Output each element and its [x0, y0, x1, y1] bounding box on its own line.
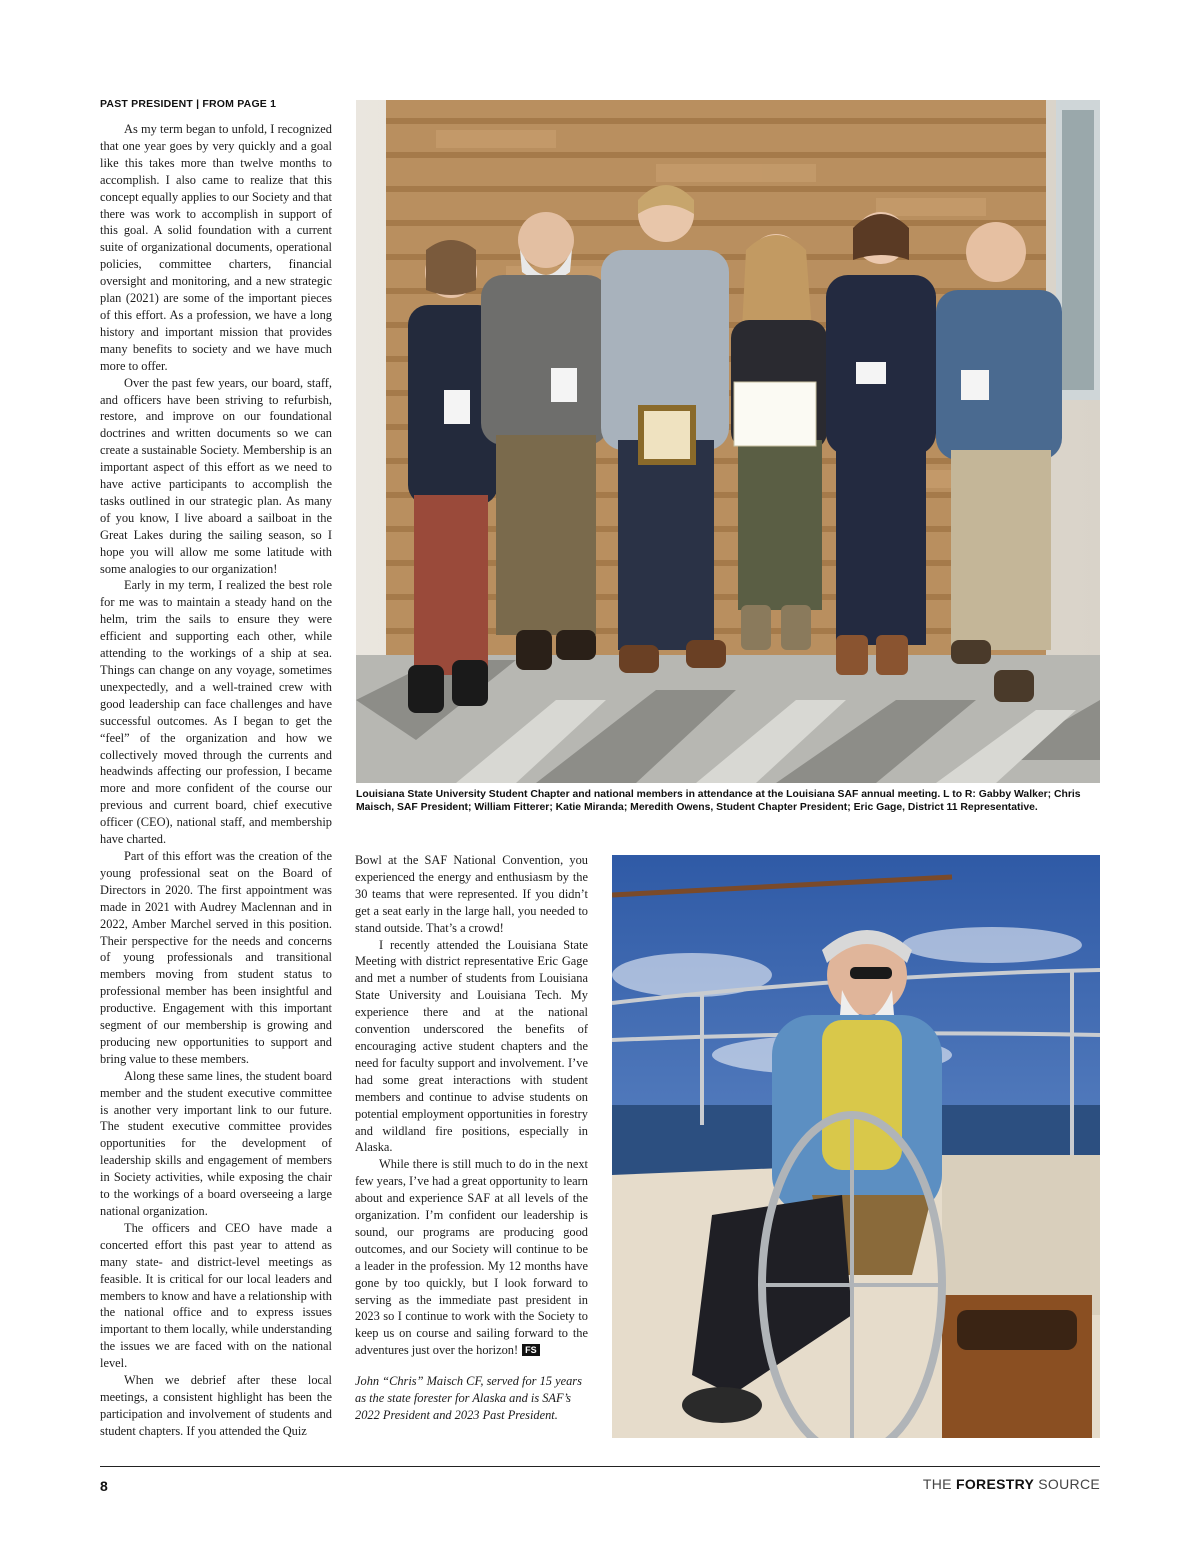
masthead-prefix: THE [922, 1476, 956, 1492]
paragraph: As my term began to unfold, I recognized that one year goes by very quickly and a goal like this takes more than twelve months to accomplish. I also came to realize that this concept equally applies to our Society and that there was work to accomplish in support of this goal. A solid foundation with a current suite of organizational documents, operational policies, committee charters, financial oversight and monitoring, and a new strategic plan (2021) are some of the important pieces of this effort. As a profession, we have a long history and important mission that provides many benefits to society and we have much more to offer. [100, 122, 332, 373]
masthead-suffix: SOURCE [1034, 1476, 1100, 1492]
publication-masthead [923, 1476, 1100, 1492]
paragraph: Along these same lines, the student board member and the student executive committee is another very important link to our future. The student executive committee provides opportunities for the development of leadership skills and engagement of members in Society activities, while exposing the chair to the workings of a board overseeing a large national organization. [100, 1068, 332, 1218]
photo-caption: Louisiana State University Student Chapter and national members in attendance at the Louisiana SAF annual meeting. L to R: Gabby Walker; Chris Maisch, SAF President; William Fitterer; Katie Miranda; Meredith Owens, Student Chapter President; Eric Gage, District 11 Representative. [356, 789, 1081, 814]
group-photo [356, 100, 1100, 783]
paragraph: The officers and CEO have made a concerted effort this past year to attend as many state- and district-level meetings as feasible. It is critical for our local leaders and members to know and have a relationship with the national office and to express issues important to them locally, while understanding the issues we are faced with on the national level. [100, 1220, 332, 1371]
paragraph: Bowl at the SAF National Convention, you experienced the energy and enthusiasm by the 30 teams that were represented. If you didn’t get a seat early in the large hall, you needed to stand outside. That’s a crowd! [355, 853, 588, 935]
footer-rule [100, 1466, 1100, 1467]
paragraph: Part of this effort was the creation of the young professional seat on the Board of Directors in 2020. The first appointment was made in 2021 with Audrey Maclennan and in 2022, Amber Marchel served in this position. Their perspective for the needs and concerns of young professionals and transitional members moving from student status to professional member has been insightful and productive. Engagement with this important segment of our membership is growing and producing new opportunities to support and bring value to these members. [100, 848, 332, 1066]
sailing-photo [612, 855, 1100, 1438]
page-number: 8 [100, 1478, 108, 1494]
section-kicker: PAST PRESIDENT | FROM PAGE 1 [100, 98, 277, 110]
paragraph-text: While there is still much to do in the next few years, I’ve had a great opportunity to learn about and experience SAF at all levels of the organization. I’m confident our leadership is sound, our programs are producing good outcomes, and our Society will continue to be a leader in the profession. My 12 months have gone by too quickly, but I look forward to serving as the immediate past president in 2023 so I continue to work with the Society to keep us on course and sailing forward to the adventures just over the horizon! [355, 1157, 588, 1358]
article-column-1 [100, 121, 332, 1440]
author-bio: John “Chris” Maisch CF, served for 15 years as the state forester for Alaska and is SAF’s 2022 President and 2023 Past President. [355, 1374, 582, 1422]
article-column-2 [355, 852, 588, 1424]
paragraph: When we debrief after these local meetings, a consistent highlight has been the participation and involvement of students and student chapters. If you attended the Quiz [100, 1373, 332, 1438]
paragraph: Early in my term, I realized the best role for me was to maintain a steady hand on the helm, trim the sails to ensure they were efficient and supporting each other, while attending to the workings of a ship at sea. Things can change on any voyage, sometimes unexpectedly, and a well-trained crew with good leadership can face challenges and have successful outcomes. As I began to get the “feel” of the organization and how we collectively moved through the currents and headwinds affecting our profession, I became more and more confident of the course our previous and current board, chief executive officer (CEO), national staff, and membership have charted. [100, 578, 332, 847]
paragraph: I recently attended the Louisiana State Meeting with district representative Eric Gage and met a number of students from Louisiana State University and Louisiana Tech. My experience there and at the national convention underscored the benefits of encouraging active student chapters and the need for faculty support and involvement. I’ve had some great interactions with student members and continue to advise students on potential employment opportunities in forestry and wildland fire positions, especially in Alaska. [355, 937, 588, 1155]
paragraph [355, 1156, 588, 1359]
end-mark: FS [522, 1344, 540, 1356]
paragraph: Over the past few years, our board, staff, and officers have been striving to refurbish, restore, and improve on our foundational doctrines and written documents so we can create a sustainable Society. Membership is an important aspect of this effort as we need to have active participants to accomplish the tasks outlined in our strategic plan. As many of you know, I live aboard a sailboat in the Great Lakes during the sailing season, so I hope you will allow me some latitude with some analogies to our organization! [100, 375, 332, 576]
masthead-bold: FORESTRY [956, 1476, 1035, 1492]
